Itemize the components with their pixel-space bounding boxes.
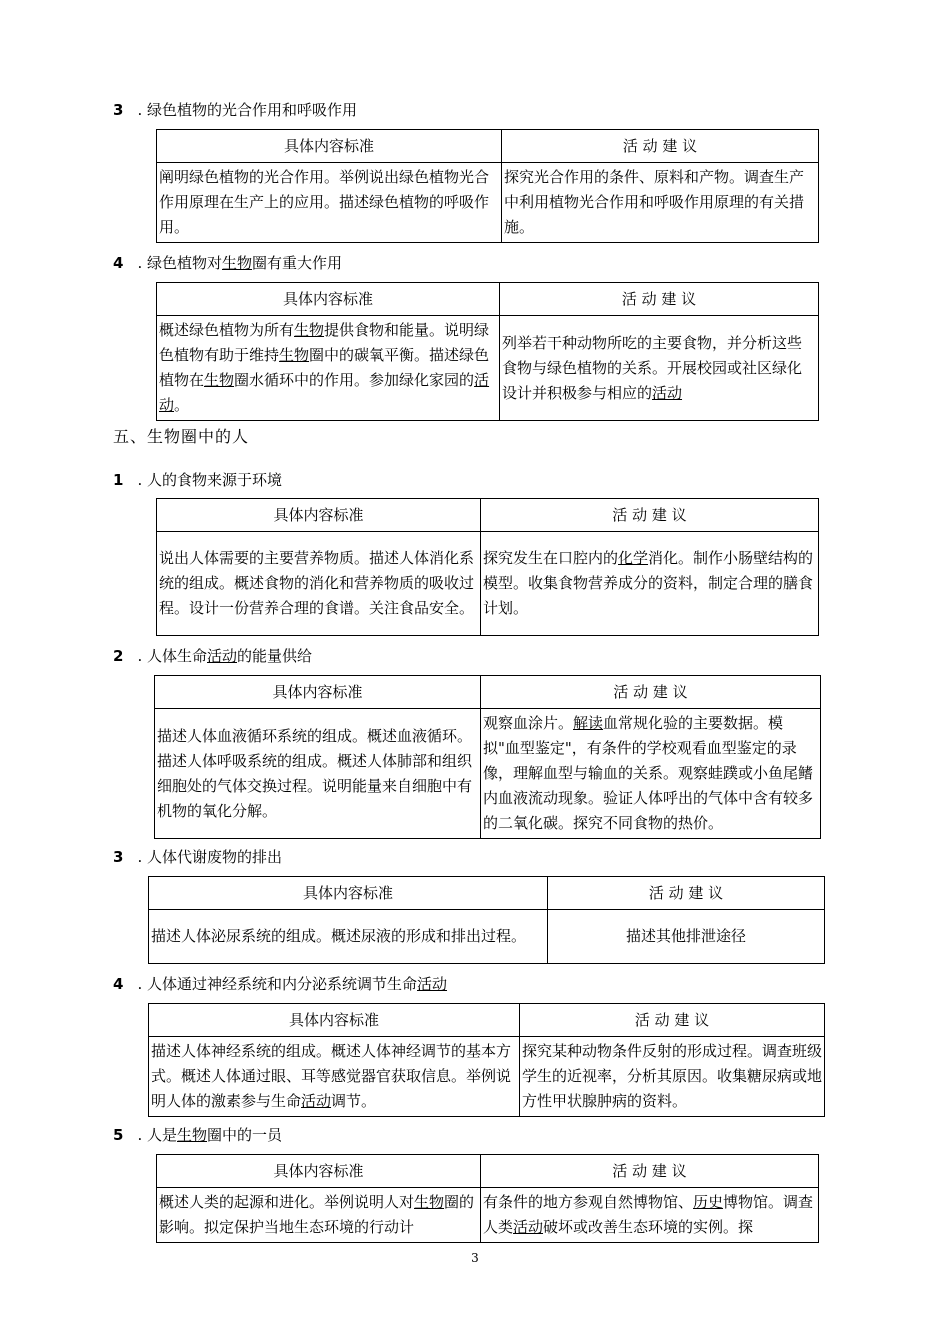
content-table xyxy=(148,876,825,964)
content-table xyxy=(148,1003,825,1117)
header-activity: 活 动 建 议 xyxy=(481,1155,819,1188)
header-standard: 具体内容标准 xyxy=(157,283,500,316)
header-activity: 活 动 建 议 xyxy=(502,130,819,163)
header-activity: 活 动 建 议 xyxy=(520,1004,825,1037)
header-activity: 活 动 建 议 xyxy=(500,283,819,316)
standard-cell: 描述人体血液循环系统的组成。概述血液循环。描述人体呼吸系统的组成。概述人体肺部和组织细胞处的气体交换过程。说明能量来自细胞中有机物的氧化分解。 xyxy=(155,709,481,839)
standard-cell: 概述人类的起源和进化。举例说明人对生物圈的影响。拟定保护当地生态环境的行动计 xyxy=(157,1188,481,1243)
section-heading: 3 . 人体代谢废物的排出 xyxy=(113,848,282,866)
standard-cell: 说出人体需要的主要营养物质。描述人体消化系统的组成。概述食物的消化和营养物质的吸收过程。设计一份营养合理的食谱。关注食品安全。 xyxy=(157,532,481,636)
content-table xyxy=(154,675,821,839)
header-standard: 具体内容标准 xyxy=(149,1004,520,1037)
header-activity: 活 动 建 议 xyxy=(548,877,825,910)
section-number: 5 xyxy=(113,1126,124,1144)
section-number: 3 xyxy=(113,848,124,866)
standard-cell: 描述人体神经系统的组成。概述人体神经调节的基本方式。概述人体通过眼、耳等感觉器官获取信息。举例说明人体的激素参与生命活动调节。 xyxy=(149,1037,520,1117)
activity-cell: 探究光合作用的条件、原料和产物。调查生产中利用植物光合作用和呼吸作用原理的有关措施。 xyxy=(502,163,819,243)
section-heading: 4 . 人体通过神经系统和内分泌系统调节生命活动 xyxy=(113,975,448,993)
header-standard: 具体内容标准 xyxy=(155,676,481,709)
section-title: 绿色植物的光合作用和呼吸作用 xyxy=(146,101,357,119)
section-heading: 2 . 人体生命活动的能量供给 xyxy=(113,647,313,665)
activity-cell: 探究某种动物条件反射的形成过程。调查班级学生的近视率，分析其原因。收集糖尿病或地方性甲状腺肿病的资料。 xyxy=(520,1037,825,1117)
header-standard: 具体内容标准 xyxy=(157,1155,481,1188)
activity-cell: 列举若干种动物所吃的主要食物，并分析这些食物与绿色植物的关系。开展校园或社区绿化设计并积极参与相应的活动 xyxy=(500,316,819,421)
section-heading: 5 . 人是生物圈中的一员 xyxy=(113,1126,283,1144)
standard-cell: 阐明绿色植物的光合作用。举例说出绿色植物光合作用原理在生产上的应用。描述绿色植物的呼吸作用。 xyxy=(157,163,502,243)
standard-cell: 描述人体泌尿系统的组成。概述尿液的形成和排出过程。 xyxy=(149,910,548,964)
activity-cell: 描述其他排泄途径 xyxy=(548,910,825,964)
content-table xyxy=(156,1154,819,1243)
section-number: 4 xyxy=(113,254,124,272)
section-number: 1 xyxy=(113,471,124,489)
content-table xyxy=(156,282,819,421)
page-number: 3 xyxy=(471,1251,479,1265)
header-standard: 具体内容标准 xyxy=(149,877,548,910)
standard-cell: 概述绿色植物为所有生物提供食物和能量。说明绿色植物有助于维持生物圈中的碳氧平衡。描述绿色植物在生物圈水循环中的作用。参加绿化家园的活动。 xyxy=(157,316,500,421)
header-standard: 具体内容标准 xyxy=(157,130,502,163)
activity-cell: 探究发生在口腔内的化学消化。制作小肠壁结构的模型。收集食物营养成分的资料，制定合理的膳食计划。 xyxy=(481,532,819,636)
header-standard: 具体内容标准 xyxy=(157,499,481,532)
chapter-heading: 五、生物圈中的人 xyxy=(113,427,250,446)
section-heading: 1 . 人的食物来源于环境 xyxy=(113,471,282,489)
section-title: 人体代谢废物的排出 xyxy=(146,848,282,866)
section-heading: 3 . 绿色植物的光合作用和呼吸作用 xyxy=(113,101,357,119)
activity-cell: 有条件的地方参观自然博物馆、历史博物馆。调查人类活动破坏或改善生态环境的实例。探 xyxy=(481,1188,819,1243)
header-activity: 活 动 建 议 xyxy=(481,676,821,709)
content-table xyxy=(156,129,819,243)
content-table xyxy=(156,498,819,636)
section-title: 人的食物来源于环境 xyxy=(146,471,282,489)
header-activity: 活 动 建 议 xyxy=(481,499,819,532)
activity-cell: 观察血涂片。解读血常规化验的主要数据。模拟"血型鉴定"，有条件的学校观看血型鉴定的录像，理解血型与输血的关系。观察蛙蹼或小鱼尾鳍内血液流动现象。验证人体呼出的气体中含有较多的二氧化碳。探究不同食物的热价。 xyxy=(481,709,821,839)
section-number: 3 xyxy=(113,101,124,119)
section-number: 4 xyxy=(113,975,124,993)
section-number: 2 xyxy=(113,647,124,665)
section-heading: 4 . 绿色植物对生物圈有重大作用 xyxy=(113,254,343,272)
